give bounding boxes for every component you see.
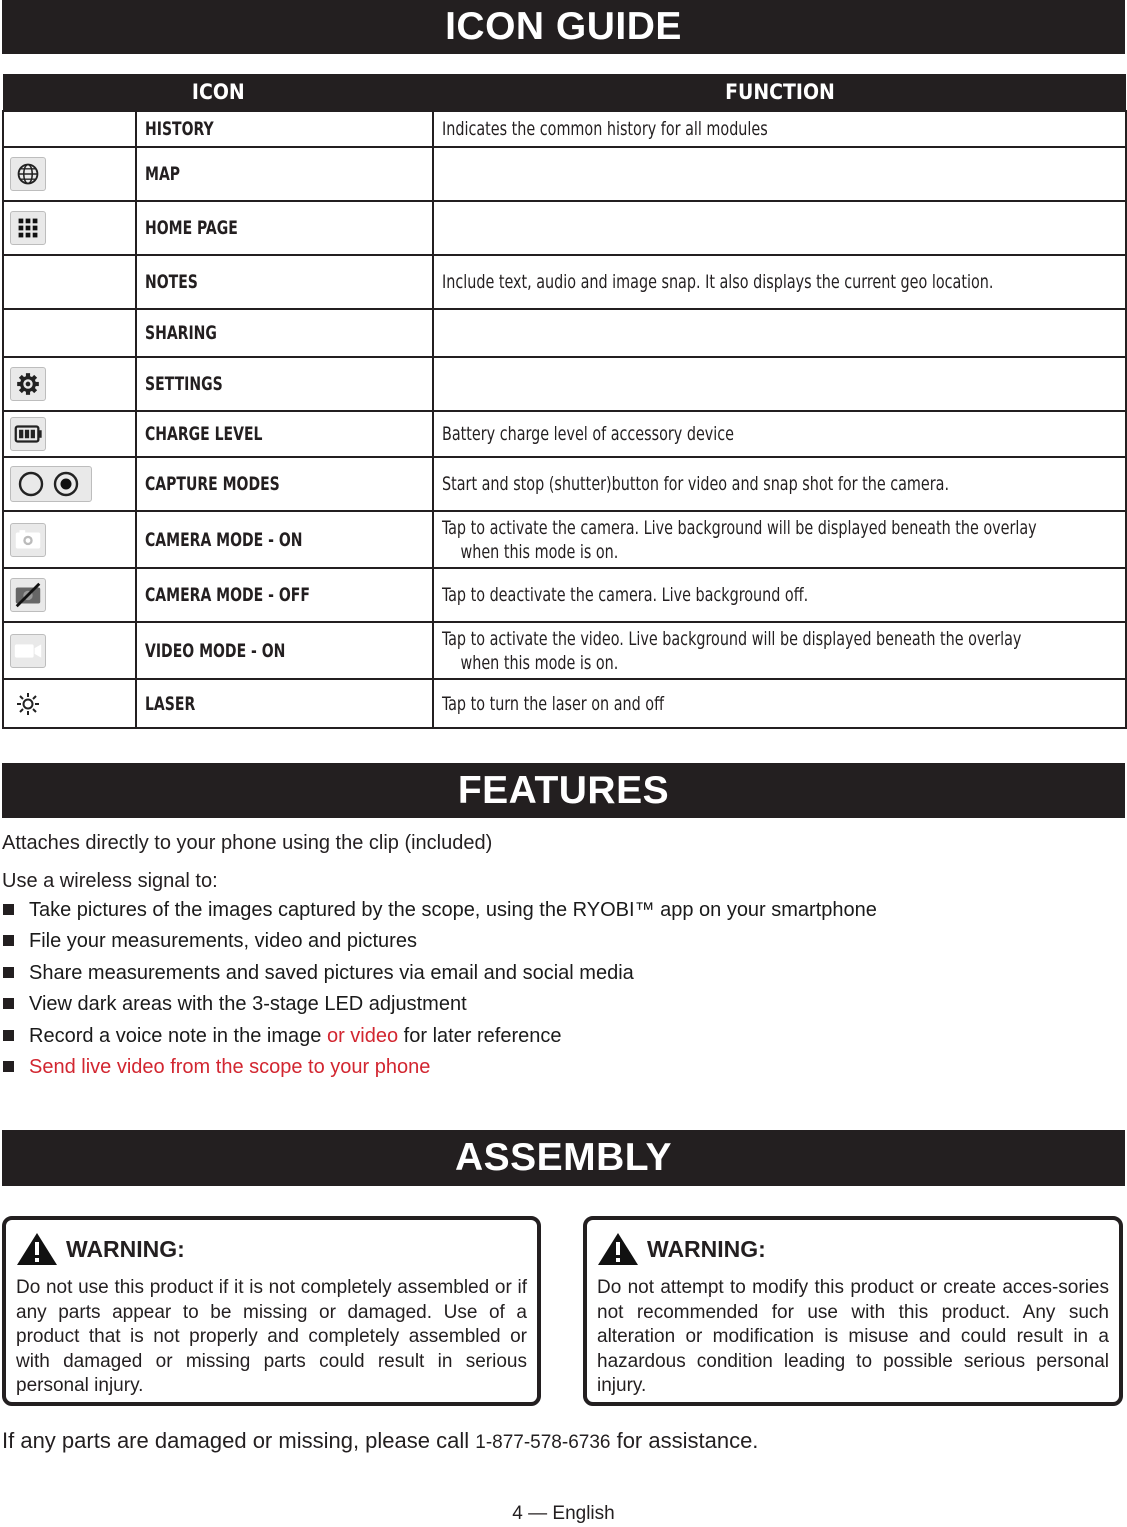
bullet-square-icon [3,998,14,1009]
list-item: View dark areas with the 3-stage LED adjustment [2,990,1102,1021]
list-item: Share measurements and saved pictures via email and social media [2,959,1102,990]
icon-name: NOTES [145,271,198,293]
icon-function: Tap to turn the laser on and off [442,692,664,715]
bullet-square-icon [3,904,14,915]
icon-name: CAPTURE MODES [145,473,280,495]
icon-name: CAMERA MODE - OFF [145,584,310,606]
table-row [3,357,1126,411]
icon-name: CHARGE LEVEL [145,423,263,445]
features-title: FEATURES [2,763,1125,818]
table-row [3,568,1126,622]
table-row [3,457,1126,511]
list-item: Record a voice note in the image or video for later reference [2,1022,1102,1053]
features-lead: Use a wireless signal to: [2,870,218,892]
table-row [3,411,1126,457]
bullet-square-icon [3,1030,14,1041]
capture-modes-icon [10,466,92,502]
table-row [3,679,1126,728]
icon-name: LASER [145,692,196,715]
icon-cell [3,111,136,147]
icon-function: Include text, audio and image snap. It also displays the current geo location. [442,271,994,293]
icon-name: VIDEO MODE - ON [145,639,286,662]
warning-triangle-icon [16,1232,58,1266]
grid-icon [10,211,46,245]
icon-function: Battery charge level of accessory device [442,423,735,445]
table-row [3,309,1126,357]
bullet-square-icon [3,935,14,946]
warning-heading: WARNING: [16,1232,527,1266]
assistance-text: If any parts are damaged or missing, please call 1-877-578-6736 for assistance. [2,1428,759,1453]
table-row [3,147,1126,201]
globe-icon [10,157,46,191]
icon-name: SETTINGS [145,373,223,395]
camera-icon [10,523,46,557]
icon-column-header: ICON [3,74,433,111]
table-row [3,622,1126,679]
warning-box-modify [583,1216,1123,1406]
assembly-title: ASSEMBLY [2,1130,1125,1186]
table-row [3,111,1126,147]
icon-guide-title: ICON GUIDE [2,0,1125,54]
battery-icon [10,417,46,451]
icon-name: SHARING [145,322,217,344]
icon-guide-table [2,74,1127,729]
list-item: Take pictures of the images captured by the scope, using the RYOBI™ app on your smartphone [2,896,1102,927]
icon-name: HISTORY [145,118,214,140]
table-row [3,201,1126,255]
function-column-header: FUNCTION [433,74,1126,111]
icon-function: Start and stop (shutter)button for video and snap shot for the camera. [442,473,950,495]
warning-box-assembly [2,1216,541,1406]
camera-off-icon [10,578,46,612]
icon-function: Indicates the common history for all modules [442,118,768,140]
bullet-square-icon [3,967,14,978]
table-row [3,255,1126,309]
page-number: 4 [512,1503,523,1524]
icon-name: MAP [145,163,181,185]
features-intro: Attaches directly to your phone using the clip (included) [2,832,493,854]
bullet-square-icon [3,1061,14,1072]
warning-triangle-icon [597,1232,639,1266]
features-list [2,896,1102,1084]
list-item: Send live video from the scope to your phone [2,1053,1102,1084]
icon-name: CAMERA MODE - ON [145,528,303,551]
page-language: English [552,1503,615,1524]
gear-icon [10,367,46,401]
warning-body: Do not attempt to modify this product or create acces-sories not recommended for use with this product. Any such alteration or modification is misuse and could result in a hazardous condition leading to possible serious personal injury. [597,1277,1109,1396]
page-footer: 4 — English [512,1503,615,1524]
warning-heading: WARNING: [597,1232,1109,1266]
icon-name: HOME PAGE [145,217,238,239]
icon-function: Tap to deactivate the camera. Live background off. [442,584,809,606]
laser-icon [10,687,46,721]
icon-function: Tap to activate the video. Live background will be displayed beneath the overlay when this mode is on. [442,627,1022,674]
phone-number: 1-877-578-6736 [475,1432,611,1453]
list-item: File your measurements, video and pictures [2,927,1102,958]
table-header-row [3,74,1126,111]
video-camera-icon [10,634,46,668]
warning-body: Do not use this product if it is not completely assembled or if any parts appear to be missing or damaged. Use of a product that is not properly and completely assembled or with damaged or missing parts could result in serious personal injury. [16,1277,527,1396]
icon-function: Tap to activate the camera. Live background will be displayed beneath the overlay when this mode is on. [442,516,1037,563]
table-row [3,511,1126,568]
